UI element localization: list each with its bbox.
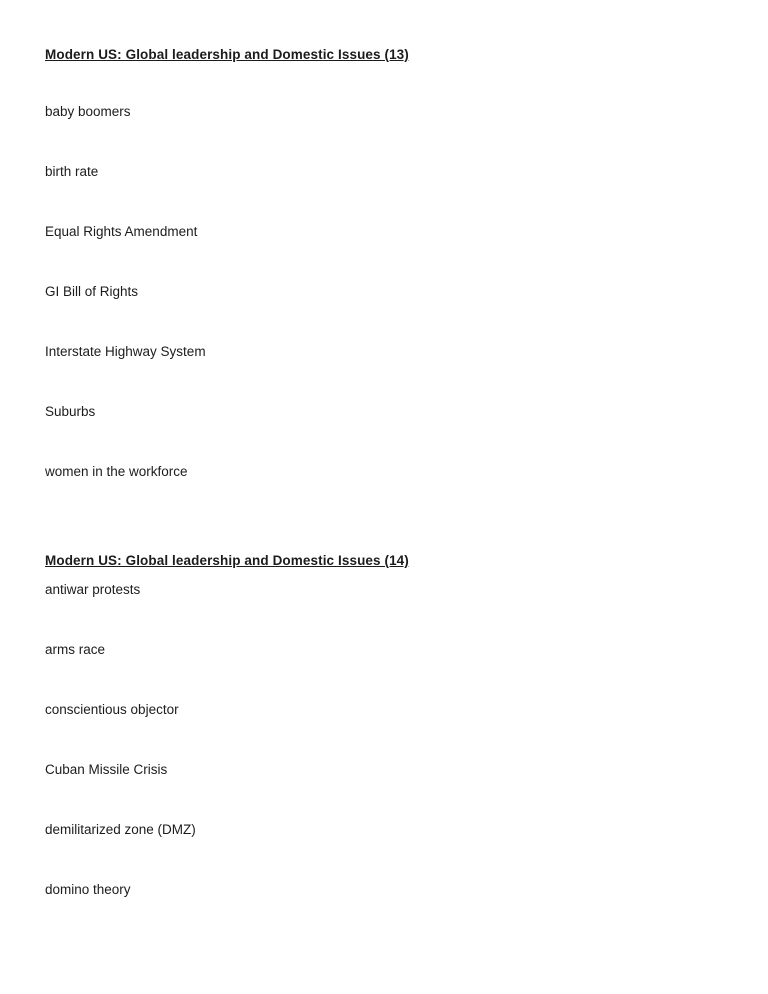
term-item: GI Bill of Rights xyxy=(45,284,139,299)
term-item: Equal Rights Amendment xyxy=(45,224,198,239)
term-item: domino theory xyxy=(45,882,131,897)
vocab-section-14 xyxy=(45,552,708,898)
term-item: arms race xyxy=(45,642,106,657)
section-spacer xyxy=(45,523,708,552)
vocab-section-13 xyxy=(45,46,708,480)
section-heading: Modern US: Global leadership and Domestic Issues (13) xyxy=(45,47,409,62)
term-item: demilitarized zone (DMZ) xyxy=(45,822,196,837)
term-item: baby boomers xyxy=(45,104,131,119)
term-item: antiwar protests xyxy=(45,582,141,597)
term-item: Interstate Highway System xyxy=(45,344,206,359)
term-item: birth rate xyxy=(45,164,99,179)
term-item: Cuban Missile Crisis xyxy=(45,762,168,777)
section-heading: Modern US: Global leadership and Domestic Issues (14) xyxy=(45,553,409,568)
term-item: Suburbs xyxy=(45,404,96,419)
term-item: conscientious objector xyxy=(45,702,179,717)
term-item: women in the workforce xyxy=(45,464,188,479)
